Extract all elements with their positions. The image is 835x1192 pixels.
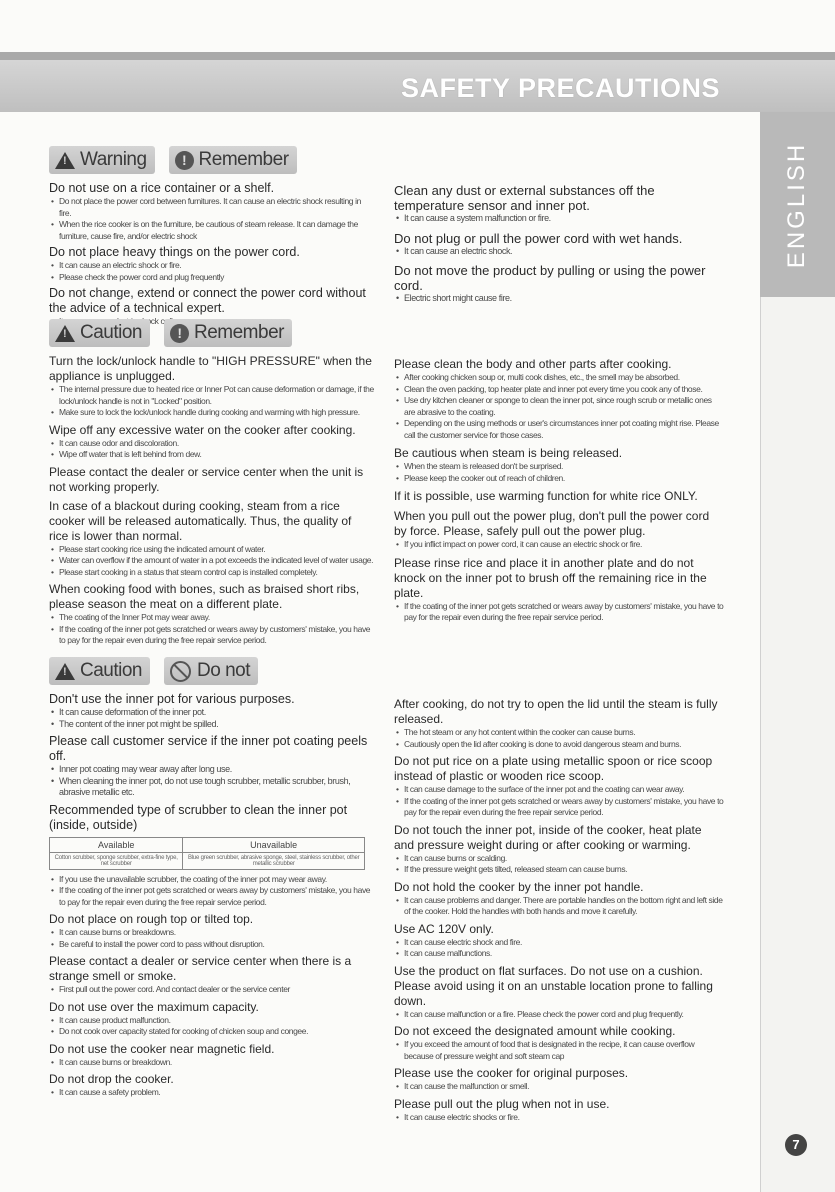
block-heading: Please clean the body and other parts after cooking. [394,357,672,371]
bullet-list [394,1112,724,1124]
bullet-list [394,1081,724,1093]
bullet-item: • It can cause the malfunction or smell. [404,1081,724,1093]
bullet-item: • Cautiously open the lid after cooking is done to avoid dangerous steam and burns. [404,739,724,751]
text-block [394,922,724,960]
block-heading: Do not place on rough top or tilted top. [49,912,254,926]
bullet-item: • Please start cooking in a status that steam control cap is installed completely. [59,567,374,579]
bullet-item: • Make sure to lock the lock/unlock handle during cooking and warming with high pressure. [59,407,374,419]
block-heading: After cooking, do not try to open the lid until the steam is fully released. [394,697,718,726]
text-block [49,734,374,799]
bullet-list [49,438,374,461]
block-heading: Wipe off any excessive water on the cooker after cooking. [49,422,356,437]
text-block [394,489,724,504]
bullet-item: • It can cause an electric shock. [404,246,724,258]
bullet-list [49,196,374,242]
bullet-item: • It can cause product malfunction. [59,1015,374,1027]
left-sec3a-blocks [49,692,374,833]
block-heading: Do not put rice on a plate using metallic spoon or rice scoop instead of plastic or wooden rice scoop. [394,754,713,783]
block-heading: Do not change, extend or connect the power cord without the advice of a technical expert. [49,286,366,315]
text-block [49,954,374,996]
bullet-item: • The hot steam or any hot content within the cooker can cause burns. [404,727,724,739]
bullet-item: • It can cause odor and discoloration. [59,438,374,450]
bullet-list [49,984,374,996]
bullet-list [394,601,724,624]
text-block [49,499,374,579]
bullet-item: • Electric short might cause fire. [404,293,724,305]
right-section-3 [394,693,724,1123]
block-heading: Use the product on flat surfaces. Do not use on a cushion. Please avoid using it on an unstable location prone to falling down. [394,963,713,1008]
caution-tag [49,319,150,347]
bullet-item: • When cleaning the inner pot, do not use tough scrubber, metallic scrubber, brush, abrasive metallic etc. [59,776,374,799]
bullet-item: • It can cause a safety problem. [59,1087,374,1099]
block-heading: Do not use over the maximum capacity. [49,999,259,1014]
bullet-item: • It can cause burns or scalding. [404,853,724,865]
bullet-list [49,1015,374,1038]
block-heading: Please pull out the plug when not in use. [394,1096,610,1111]
bullet-item: • If you use the unavailable scrubber, the coating of the inner pot may wear away. [59,874,374,886]
bullet-item: • Please check the power cord and plug frequently [59,272,374,284]
bullet-list [49,544,374,579]
bullet-item: • First pull out the power cord. And contact dealer or the service center [59,984,374,996]
header-stripe [0,52,835,60]
text-block [49,354,374,419]
warning-triangle-icon [55,663,75,680]
bullet-list [394,895,724,918]
tag-label: Do not [197,660,250,681]
bullet-list [394,784,724,819]
text-block [49,465,374,495]
block-heading: Don't use the inner pot for various purposes. [49,692,295,706]
bullet-item: • Depending on the using methods or user's circumstances inner pot coating might rise. Please call the customer service for those cases. [404,418,724,441]
text-block [394,697,724,750]
bullet-item: • It can cause an electric shock or fire. [59,260,374,272]
remember-tag [169,146,297,174]
block-heading: Do not move the product by pulling or using the power cord. [394,263,706,293]
bullet-item: • When the steam is released don't be surprised. [404,461,724,473]
tag-row [49,145,374,175]
bullet-list [394,461,724,484]
bullet-list [49,1087,374,1099]
bullet-item: • It can cause malfunctions. [404,948,724,960]
text-block [394,1066,724,1093]
text-block [49,1000,374,1038]
text-block [394,880,724,918]
remember-tag [164,319,292,347]
text-block [394,357,724,441]
bullet-item: • After cooking chicken soup or, multi cook dishes, etc., the smell may be absorbed. [404,372,724,384]
block-heading: Turn the lock/unlock handle to "HIGH PRESSURE" when the appliance is unplugged. [49,354,372,383]
bullet-list [49,612,374,647]
caution-tag [49,657,150,685]
bullet-list [394,213,724,225]
text-block [394,446,724,484]
bullet-item: • It can cause damage to the surface of the inner pot and the coating can wear away. [404,784,724,796]
scrubber-table [49,837,365,870]
bullet-item: • When the rice cooker is on the furniture, be cautious of steam release. It can damage the furniture, cause fire, and/or electric shock [59,219,374,242]
left-section-warning [49,145,374,328]
tag-label: Remember [194,322,284,343]
block-heading: Do not use the cooker near magnetic field. [49,1041,275,1056]
text-block [49,245,374,283]
text-block [49,181,374,242]
tag-label: Caution [80,322,142,343]
tag-row [49,656,374,686]
available-items: Cotton scrubber, sponge scrubber, extra-fine type, net scrubber [50,852,183,869]
bullet-list [394,539,724,551]
block-heading: Do not touch the inner pot, inside of the cooker, heat plate and pressure weight during or after cooking or warming. [394,822,702,852]
block-heading: Do not place heavy things on the power cord. [49,245,300,259]
text-block [49,912,374,950]
block-heading: Be cautious when steam is being released. [394,446,623,460]
bullet-item: • Use dry kitchen cleaner or sponge to clean the inner pot, since rough scrub or metallic ones are abrasive to the coating. [404,395,724,418]
text-block [394,231,724,258]
bullet-item: • It can cause deformation of the inner pot. [59,707,374,719]
bullet-item: • Clean the oven packing, top heater plate and inner pot every time you cook any of those. [404,384,724,396]
left-section-caution [49,318,374,647]
bullet-list [49,260,374,283]
bullet-list [394,727,724,750]
tag-row [49,318,374,348]
warning-triangle-icon [55,152,75,169]
bullet-item: • If the coating of the inner pot gets scratched or wears away by customers' mistake, you have to pay for the repair even during the free repair service period. [404,601,724,624]
tag-label: Caution [80,660,142,681]
text-block [394,964,724,1021]
bullet-item: • If you inflict impact on power cord, it can cause an electric shock or fire. [404,539,724,551]
exclamation-circle-icon: ! [175,151,194,170]
text-block [394,1024,724,1062]
warning-tag [49,146,155,174]
block-heading: Do not exceed the designated amount while cooking. [394,1024,676,1038]
bullet-list [394,853,724,876]
block-heading: Do not use on a rice container or a shelf. [49,181,275,195]
text-block [49,803,374,833]
bullet-item: • It can cause electric shock and fire. [404,937,724,949]
bullet-item: • It can cause problems and danger. There are portable handles on the bottom right and left side of the cooker. Hold the handles with both hands and move it carefully. [404,895,724,918]
available-header: Available [50,837,183,852]
left-sec1-blocks [49,181,374,328]
text-block [49,1072,374,1099]
bullet-list [49,874,374,909]
right-sec2-blocks [394,357,724,624]
bullet-item: • If the pressure weight gets tilted, released steam can cause burns. [404,864,724,876]
bullet-item: • Wipe off water that is left behind from dew. [59,449,374,461]
bullet-item: • It can cause malfunction or a fire. Please check the power cord and plug frequently. [404,1009,724,1021]
bullet-item: • Do not cook over capacity stated for cooking of chicken soup and congee. [59,1026,374,1038]
text-block [394,754,724,819]
block-heading: Please contact a dealer or service center when there is a strange smell or smoke. [49,954,352,983]
bullet-list [49,927,374,950]
left-sec3b-blocks [49,874,374,1099]
bullet-item: • If the coating of the inner pot gets scratched or wears away by customers' mistake, you have to pay for the repair even during the free repair service period. [59,885,374,908]
block-heading: Do not drop the cooker. [49,1072,174,1086]
bullet-list [49,764,374,799]
exclamation-circle-icon: ! [170,324,189,343]
block-heading: In case of a blackout during cooking, steam from a rice cooker will be released automatically. Thus, the quality of rice is lower than normal. [49,498,352,543]
bullet-item: • The internal pressure due to heated rice or Inner Pot can cause deformation or damage, if the lock/unlock handle is not in "Locked" position. [59,384,374,407]
bullet-item: • Be careful to install the power cord to pass without disruption. [59,939,374,951]
block-heading: Please use the cooker for original purposes. [394,1066,629,1080]
bullet-item: • Do not place the power cord between furnitures. It can cause an electric shock resulting in fire. [59,196,374,219]
text-block [394,1097,724,1124]
prohibited-icon [170,661,191,682]
text-block [394,263,724,305]
block-heading: If it is possible, use warming function for white rice ONLY. [394,489,698,503]
tag-label: Warning [80,149,147,170]
block-heading: When you pull out the power plug, don't pull the power cord by force. Please, safely pull out the power plug. [394,509,710,538]
right-section-2 [394,352,724,624]
unavailable-items: Blue green scrubber, abrasive sponge, steel, stainless scrubber, other metallic scrubber [183,852,365,869]
block-heading: When cooking food with bones, such as braised short ribs, please season the meat on a different plate. [49,582,360,611]
text-block [49,874,374,909]
text-block [49,692,374,730]
block-heading: Please call customer service if the inner pot coating peels off. [49,734,368,763]
donot-tag [164,657,258,685]
bullet-list [394,372,724,441]
page-title: SAFETY PRECAUTIONS [400,73,720,103]
bullet-list [394,293,724,305]
text-block [49,582,374,647]
bullet-item: • The coating of the Inner Pot may wear away. [59,612,374,624]
bullet-item: • Inner pot coating may wear away after long use. [59,764,374,776]
text-block [394,183,724,225]
bullet-list [49,384,374,419]
page-number: 7 [785,1134,807,1156]
bullet-item: • It can cause a system malfunction or fire. [404,213,724,225]
bullet-list [394,1039,724,1062]
block-heading: Please contact the dealer or service center when the unit is not working properly. [49,464,364,494]
text-block [49,1042,374,1069]
bullet-list [394,246,724,258]
bullet-item: • It can cause burns or breakdowns. [59,927,374,939]
text-block [49,423,374,461]
block-heading: Do not hold the cooker by the inner pot handle. [394,879,644,894]
text-block [394,509,724,551]
left-section-donot [49,656,374,1099]
bullet-item: • It can cause electric shocks or fire. [404,1112,724,1124]
bullet-item: • Please keep the cooker out of reach of children. [404,473,724,485]
unavailable-header: Unavailable [183,837,365,852]
bullet-item: • It can cause burns or breakdown. [59,1057,374,1069]
bullet-item: • If the coating of the inner pot gets scratched or wears away by customers' mistake, you have to pay for the repair even during the free repair service period. [404,796,724,819]
right-section-1 [394,177,724,305]
bullet-list [49,707,374,730]
block-heading: Do not plug or pull the power cord with wet hands. [394,230,683,246]
block-heading: Clean any dust or external substances off the temperature sensor and inner pot. [394,183,655,213]
block-heading: Please rinse rice and place it in another plate and do not knock on the inner pot to brush off the remaining rice in the plate. [394,555,707,600]
bullet-list [394,937,724,960]
tag-label: Remember [198,149,289,170]
bullet-item: • If you exceed the amount of food that is designated in the recipe, it can cause overflow because of pressure weight and soft steam cap [404,1039,724,1062]
right-sec3-blocks [394,697,724,1123]
right-sec1-blocks [394,183,724,305]
bullet-item: • The content of the inner pot might be spilled. [59,719,374,731]
bullet-item: • Please start cooking rice using the indicated amount of water. [59,544,374,556]
text-block [394,556,724,624]
text-block [394,823,724,876]
block-heading: Use AC 120V only. [394,921,494,936]
warning-triangle-icon [55,325,75,342]
left-sec2-blocks [49,354,374,647]
bullet-list [49,1057,374,1069]
bullet-list [394,1009,724,1021]
language-label: ENGLISH [783,141,810,269]
bullet-item: • Water can overflow if the amount of water in a pot exceeds the indicated level of water usage. [59,555,374,567]
bullet-item: • If the coating of the inner pot gets scratched or wears away by customers' mistake, you have to pay for the repair even during the free repair service period. [59,624,374,647]
block-heading: Recommended type of scrubber to clean the inner pot (inside, outside) [49,802,348,832]
